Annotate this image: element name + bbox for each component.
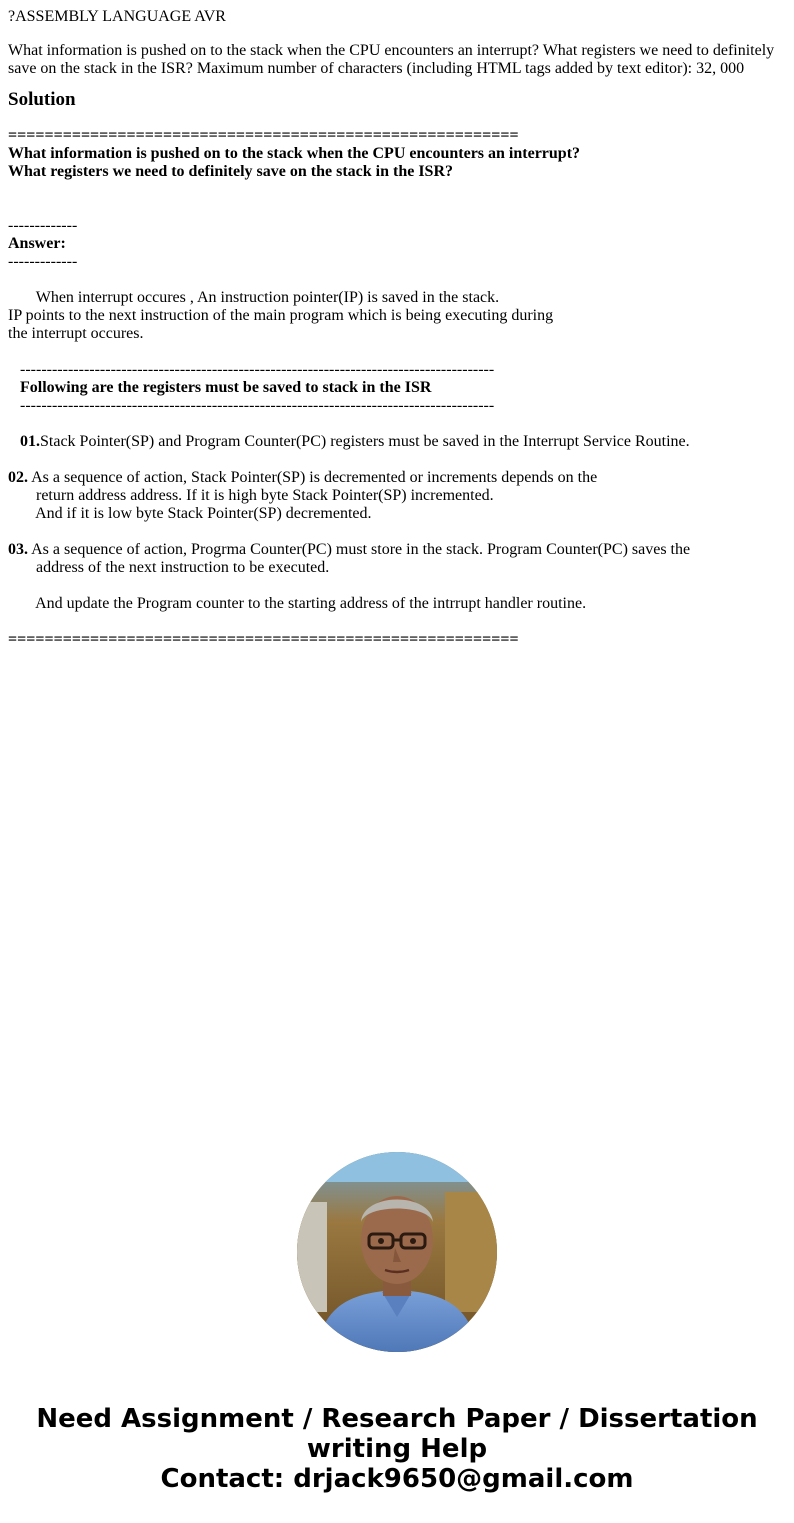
registers-heading: Following are the registers must be saved to stack in the ISR xyxy=(8,379,432,396)
list-item-02 xyxy=(8,469,788,487)
solution-heading: Solution xyxy=(8,89,76,110)
divider-long: ----------------------------------------------------------------------------------------- xyxy=(8,361,495,378)
item-number: 03. xyxy=(8,541,28,558)
spacer xyxy=(8,523,788,541)
answer-label: Answer: xyxy=(8,235,66,252)
item-number: 01. xyxy=(8,433,40,450)
spacer xyxy=(8,415,788,433)
list-item-01 xyxy=(8,433,788,451)
spacer xyxy=(8,577,788,595)
divider-short: ------------- xyxy=(8,253,78,270)
rule-bottom: ======================================================== xyxy=(8,631,519,648)
promo-line-2: writing Help xyxy=(306,1434,488,1464)
spacer xyxy=(8,199,788,217)
item-text: As a sequence of action, Progrma Counter(PC) must store in the stack. Program Counter(PC) saves the xyxy=(28,541,691,558)
question-text: What information is pushed on to the stack when the CPU encounters an interrupt? What registers we need to definitely save on the stack in the ISR? Maximum number of characters (including HTML tags added by text editor): 32, 000 xyxy=(8,42,775,77)
promo-text xyxy=(0,1404,794,1494)
answer-line: the interrupt occures. xyxy=(8,325,144,342)
item-text-continued: address of the next instruction to be executed. xyxy=(8,559,330,576)
item-text: Stack Pointer(SP) and Program Counter(PC) registers must be saved in the Interrupt Service Routine. xyxy=(40,433,690,450)
document-title: ?ASSEMBLY LANGUAGE AVR xyxy=(8,8,226,25)
item-number: 02. xyxy=(8,469,28,486)
question-restated-line-2: What registers we need to definitely save on the stack in the ISR? xyxy=(8,163,454,180)
item-text-continued: And if it is low byte Stack Pointer(SP) decremented. xyxy=(8,505,372,522)
solution-body xyxy=(8,127,788,649)
spacer xyxy=(8,451,788,469)
spacer xyxy=(8,613,788,631)
divider-long: ----------------------------------------------------------------------------------------- xyxy=(8,397,495,414)
avatar xyxy=(297,1152,497,1352)
item-text-continued: And update the Program counter to the starting address of the intrrupt handler routine. xyxy=(8,595,587,612)
item-text: As a sequence of action, Stack Pointer(SP) is decremented or increments depends on the xyxy=(28,469,598,486)
promo-banner xyxy=(0,1152,794,1494)
avatar-portrait xyxy=(297,1152,497,1352)
answer-line: IP points to the next instruction of the main program which is being executing during xyxy=(8,307,554,324)
spacer xyxy=(8,181,788,199)
answer-line: When interrupt occures , An instruction pointer(IP) is saved in the stack. xyxy=(8,289,500,306)
spacer xyxy=(8,271,788,289)
divider-short: ------------- xyxy=(8,217,78,234)
document-page xyxy=(8,8,788,649)
question-restated-line-1: What information is pushed on to the stack when the CPU encounters an interrupt? xyxy=(8,145,581,162)
item-text-continued: return address address. If it is high byte Stack Pointer(SP) incremented. xyxy=(8,487,494,504)
promo-line-1: Need Assignment / Research Paper / Dissertation xyxy=(36,1404,758,1434)
spacer xyxy=(8,343,788,361)
list-item-03 xyxy=(8,541,788,559)
promo-contact: Contact: drjack9650@gmail.com xyxy=(160,1464,634,1494)
rule-top: ======================================================== xyxy=(8,127,519,144)
